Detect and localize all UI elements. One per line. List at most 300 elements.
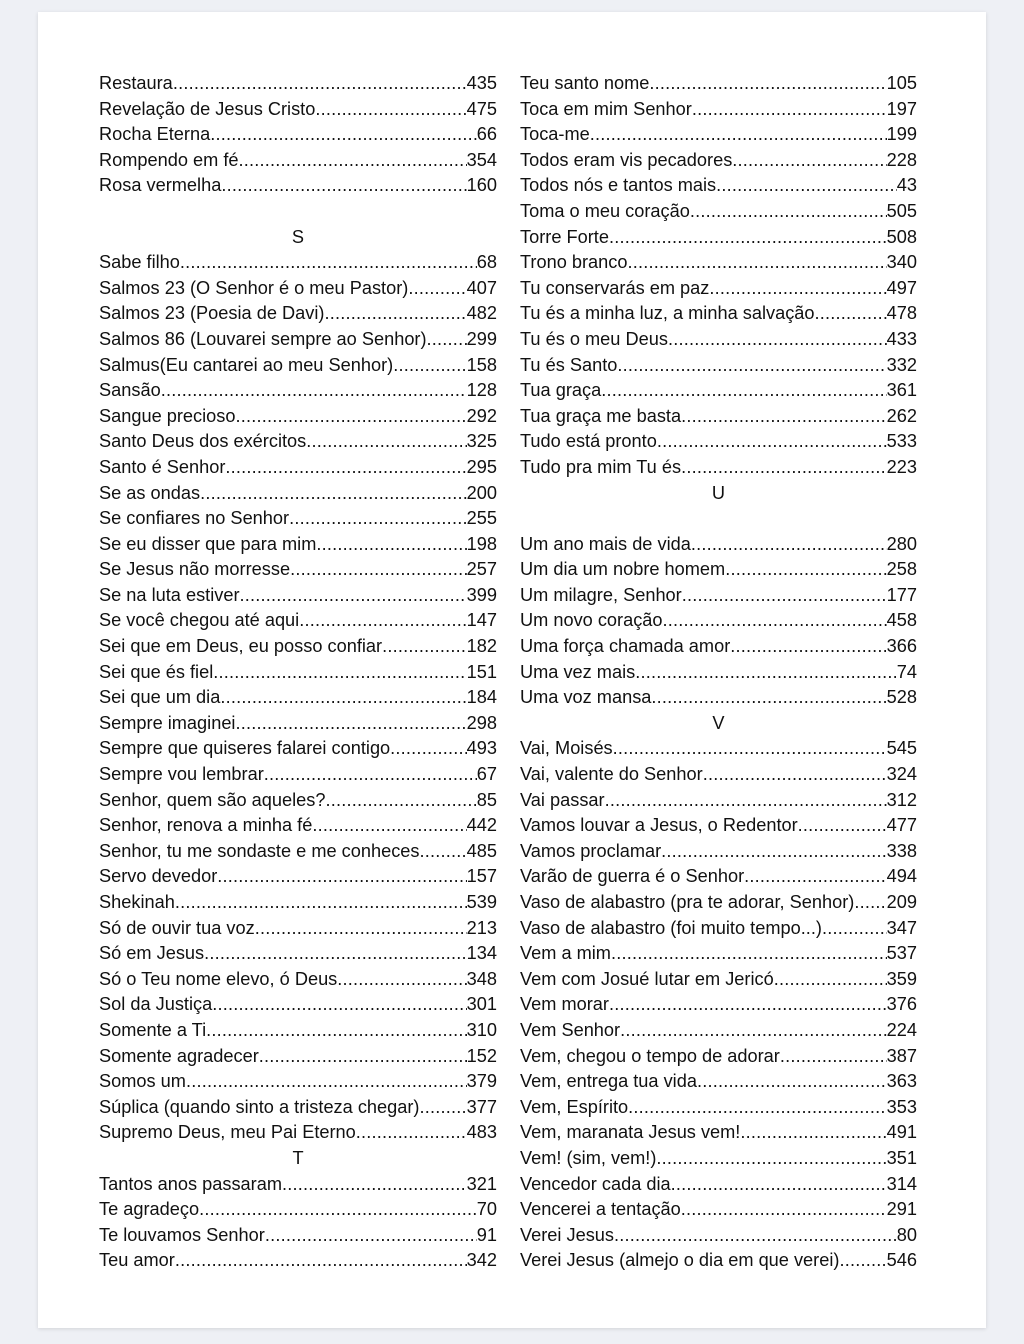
- index-entry: [520, 71, 917, 97]
- entry-page-number: 347: [886, 917, 917, 938]
- index-entry: [99, 1197, 497, 1223]
- dot-leader: [175, 890, 467, 916]
- entry-title: Tua graça: [520, 380, 602, 401]
- entry-page-number: 85: [476, 789, 497, 810]
- entry-title: Tantos anos passaram: [99, 1173, 282, 1194]
- index-entry: [520, 1248, 917, 1274]
- index-entry: [99, 71, 497, 97]
- entry-title: Tudo pra mim Tu és: [520, 456, 682, 477]
- dot-leader: [798, 813, 887, 839]
- index-entry: [520, 813, 917, 839]
- section-letter-header: U: [711, 482, 726, 503]
- entry-page-number: 128: [466, 380, 497, 401]
- dot-leader: [657, 429, 887, 455]
- entry-title: Servo devedor: [99, 866, 218, 887]
- entry-page-number: 366: [886, 636, 917, 657]
- entry-page-number: 325: [466, 431, 497, 452]
- dot-leader: [315, 97, 466, 123]
- index-entry: [99, 1095, 497, 1121]
- entry-page-number: 340: [886, 252, 917, 273]
- dot-leader: [609, 992, 887, 1018]
- section-letter-header: V: [712, 712, 725, 733]
- entry-title: Toca-me: [520, 124, 590, 145]
- index-entry: [520, 890, 917, 916]
- entry-page-number: 497: [886, 277, 917, 298]
- entry-page-number: 475: [466, 98, 497, 119]
- entry-page-number: 493: [466, 738, 497, 759]
- entry-title: Toma o meu coração: [520, 200, 690, 221]
- entry-title: Um milagre, Senhor: [520, 584, 682, 605]
- dot-leader: [709, 276, 886, 302]
- entry-page-number: 348: [466, 968, 497, 989]
- index-entry: [520, 429, 917, 455]
- index-entry: [99, 711, 497, 737]
- dot-leader: [225, 455, 466, 481]
- entry-page-number: 157: [466, 866, 497, 887]
- entry-page-number: 158: [466, 354, 497, 375]
- dot-leader: [220, 685, 466, 711]
- index-entry: [99, 941, 497, 967]
- entry-title: Vem, chegou o tempo de adorar: [520, 1045, 780, 1066]
- dot-leader: [390, 736, 466, 762]
- entry-title: Rompendo em fé: [99, 149, 239, 170]
- entry-title: Vai, Moisés: [520, 738, 613, 759]
- entry-page-number: 295: [466, 456, 497, 477]
- entry-title: Vamos louvar a Jesus, o Redentor: [520, 815, 798, 836]
- dot-leader: [617, 353, 886, 379]
- entry-page-number: 152: [466, 1045, 497, 1066]
- index-entry: [520, 583, 917, 609]
- entry-page-number: 91: [476, 1224, 497, 1245]
- entry-title: Vem! (sim, vem!): [520, 1147, 657, 1168]
- entry-page-number: 67: [476, 764, 497, 785]
- entry-title: Shekinah: [99, 892, 175, 912]
- index-entry: [520, 864, 917, 890]
- entry-page-number: 255: [466, 508, 497, 529]
- entry-title: Vem Senhor: [520, 1019, 621, 1040]
- index-entry: [99, 608, 497, 634]
- entry-title: Senhor, quem são aqueles?: [99, 789, 326, 810]
- index-entry: [99, 634, 497, 660]
- index-entry: [520, 199, 917, 225]
- entry-page-number: 262: [886, 405, 917, 426]
- entry-title: Só o Teu nome elevo, ó Deus: [99, 968, 338, 989]
- index-entry: [99, 532, 497, 558]
- dot-leader: [408, 276, 466, 302]
- dot-leader: [221, 173, 466, 199]
- dot-leader: [427, 327, 467, 353]
- index-entry: [99, 1044, 497, 1070]
- dot-leader: [774, 967, 887, 993]
- dot-leader: [839, 1248, 886, 1274]
- entry-title: Sei que um dia: [99, 687, 221, 708]
- entry-page-number: 184: [466, 687, 497, 708]
- entry-page-number: 134: [466, 943, 497, 964]
- dot-leader: [213, 660, 466, 686]
- entry-title: Verei Jesus: [520, 1224, 615, 1245]
- entry-title: Te agradeço: [99, 1199, 200, 1220]
- index-entry: [99, 685, 497, 711]
- entry-title: Restaura: [99, 73, 173, 93]
- entry-title: Santo Deus dos exércitos: [99, 431, 307, 452]
- entry-page-number: 361: [886, 380, 917, 401]
- index-entry: [520, 301, 917, 327]
- index-entry: [99, 1120, 497, 1146]
- index-entry: [99, 788, 497, 814]
- index-entry: [99, 378, 497, 404]
- dot-leader: [259, 1044, 467, 1070]
- entry-page-number: 257: [466, 559, 497, 580]
- entry-title: Salmos 23 (O Senhor é o meu Pastor): [99, 277, 409, 298]
- dot-leader: [663, 608, 887, 634]
- index-entry: [99, 1223, 497, 1249]
- entry-page-number: 332: [886, 354, 917, 375]
- entry-title: Vem a mim: [520, 943, 611, 964]
- index-entry: [99, 967, 497, 993]
- entry-title: Somente agradecer: [99, 1045, 259, 1066]
- entry-title: Senhor, renova a minha fé: [99, 815, 313, 836]
- dot-leader: [186, 1069, 467, 1095]
- entry-title: Torre Forte: [520, 226, 609, 247]
- entry-page-number: 66: [476, 124, 497, 145]
- entry-page-number: 342: [466, 1250, 497, 1271]
- dot-leader: [697, 1069, 887, 1095]
- entry-title: Rocha Eterna: [99, 124, 211, 145]
- dot-leader: [240, 583, 467, 609]
- index-entry: [520, 1044, 917, 1070]
- dot-leader: [613, 736, 887, 762]
- index-entry: [520, 839, 917, 865]
- index-entry: [99, 813, 497, 839]
- entry-title: Todos eram vis pecadores: [520, 149, 733, 170]
- index-entry: [520, 97, 917, 123]
- entry-title: Se eu disser que para mim: [99, 533, 317, 554]
- entry-title: Um novo coração: [520, 610, 663, 631]
- dot-leader: [326, 788, 477, 814]
- entry-page-number: 74: [896, 661, 917, 682]
- index-entry: [99, 276, 497, 302]
- dot-leader: [175, 1248, 467, 1274]
- entry-title: Teu amor: [99, 1250, 175, 1271]
- dot-leader: [180, 250, 477, 276]
- entry-page-number: 478: [886, 303, 917, 324]
- dot-leader: [290, 557, 467, 583]
- entry-page-number: 199: [886, 124, 917, 145]
- index-entry: [520, 353, 917, 379]
- entry-page-number: 351: [886, 1147, 917, 1168]
- dot-leader: [236, 404, 467, 430]
- entry-title: Se Jesus não morresse: [99, 559, 291, 580]
- entry-page-number: 338: [886, 840, 917, 861]
- index-entry: [99, 890, 497, 916]
- entry-title: Te louvamos Senhor: [99, 1224, 265, 1245]
- entry-page-number: 324: [886, 764, 917, 785]
- entry-title: Salmus(Eu cantarei ao meu Senhor): [99, 354, 394, 375]
- index-entry: [520, 685, 917, 711]
- entry-title: Vem, Espírito: [520, 1096, 629, 1117]
- entry-page-number: 280: [886, 533, 917, 554]
- index-entry: [99, 327, 497, 353]
- entry-title: Sol da Justiça: [99, 994, 213, 1015]
- entry-title: Toca em mim Senhor: [520, 98, 692, 119]
- entry-page-number: 70: [476, 1199, 497, 1220]
- index-entry: [99, 122, 497, 148]
- entry-title: Sempre vou lembrar: [99, 764, 264, 785]
- dot-leader: [299, 608, 466, 634]
- dot-leader: [239, 148, 467, 174]
- index-entry: [520, 762, 917, 788]
- dot-leader: [815, 301, 887, 327]
- index-entry: [99, 481, 497, 507]
- dot-leader: [609, 225, 887, 251]
- entry-title: Vem com Josué lutar em Jericó: [520, 968, 774, 989]
- entry-title: Um ano mais de vida: [520, 533, 691, 554]
- dot-leader: [217, 864, 466, 890]
- entry-page-number: 213: [466, 917, 497, 938]
- entry-page-number: 291: [886, 1199, 917, 1220]
- entry-title: Sansão: [99, 380, 161, 401]
- dot-leader: [289, 506, 467, 532]
- entry-title: Trono branco: [520, 252, 628, 273]
- index-entry: [99, 353, 497, 379]
- index-entry: [520, 225, 917, 251]
- dot-leader: [306, 429, 466, 455]
- entry-title: Tudo está pronto: [520, 431, 657, 452]
- dot-leader: [312, 813, 466, 839]
- entry-title: Salmos 86 (Louvarei sempre ao Senhor): [99, 328, 427, 349]
- entry-title: Tu és o meu Deus: [520, 328, 668, 349]
- entry-title: Uma força chamada amor: [520, 636, 731, 657]
- entry-title: Rosa vermelha: [99, 175, 222, 196]
- index-entry: [520, 404, 917, 430]
- dot-leader: [732, 148, 886, 174]
- index-entry: [520, 1172, 917, 1198]
- entry-page-number: 539: [466, 892, 497, 912]
- entry-page-number: 505: [886, 200, 917, 221]
- index-entry: [99, 429, 497, 455]
- entry-page-number: 458: [886, 610, 917, 631]
- entry-page-number: 363: [886, 1071, 917, 1092]
- entry-page-number: 312: [886, 789, 917, 810]
- dot-leader: [649, 71, 886, 97]
- entry-title: Uma vez mais: [520, 661, 636, 682]
- dot-leader: [199, 1197, 477, 1223]
- index-entry: [520, 1223, 917, 1249]
- entry-page-number: 151: [466, 661, 497, 682]
- entry-page-number: 354: [466, 149, 497, 170]
- entry-title: Teu santo nome: [520, 73, 650, 93]
- entry-title: Se as ondas: [99, 482, 201, 503]
- entry-page-number: 528: [886, 687, 917, 708]
- index-entry: [99, 1069, 497, 1095]
- entry-page-number: 483: [466, 1122, 497, 1143]
- dot-leader: [668, 327, 887, 353]
- entry-title: Supremo Deus, meu Pai Eterno: [99, 1122, 356, 1143]
- entry-page-number: 310: [466, 1019, 497, 1040]
- dot-leader: [661, 839, 886, 865]
- index-entry: [520, 1095, 917, 1121]
- entry-page-number: 298: [466, 712, 497, 733]
- blank-line: [99, 199, 497, 225]
- dot-leader: [206, 1018, 466, 1044]
- entry-page-number: 200: [466, 482, 497, 503]
- index-column-right: [520, 71, 917, 1274]
- entry-page-number: 80: [896, 1224, 917, 1245]
- entry-title: Súplica (quando sinto a tristeza chegar): [99, 1096, 420, 1117]
- entry-page-number: 177: [886, 584, 917, 605]
- index-entry: [99, 148, 497, 174]
- entry-title: Sei que em Deus, eu posso confiar: [99, 636, 383, 657]
- index-entry: [520, 378, 917, 404]
- index-entry: [520, 788, 917, 814]
- index-entry: [520, 455, 917, 481]
- entry-title: Vaso de alabastro (pra te adorar, Senhor): [520, 892, 855, 912]
- index-entry: [520, 941, 917, 967]
- index-entry: [99, 250, 497, 276]
- dot-leader: [740, 1120, 886, 1146]
- index-entry: [520, 276, 917, 302]
- entry-title: Vem morar: [520, 994, 609, 1015]
- index-entry: [99, 404, 497, 430]
- entry-title: Somos um: [99, 1071, 186, 1092]
- entry-title: Só em Jesus: [99, 943, 205, 964]
- section-letter-header: T: [292, 1147, 304, 1168]
- entry-page-number: 482: [466, 303, 497, 324]
- dot-leader: [316, 532, 466, 558]
- index-entry: [520, 122, 917, 148]
- dot-leader: [420, 839, 467, 865]
- entry-page-number: 359: [886, 968, 917, 989]
- entry-title: Sempre que quiseres falarei contigo: [99, 738, 391, 759]
- entry-page-number: 442: [466, 815, 497, 836]
- entry-page-number: 209: [886, 892, 917, 912]
- dot-leader: [651, 685, 886, 711]
- index-entry: [99, 301, 497, 327]
- entry-page-number: 292: [466, 405, 497, 426]
- dot-leader: [716, 173, 897, 199]
- entry-page-number: 537: [886, 943, 917, 964]
- entry-title: Se na luta estiver: [99, 584, 240, 605]
- entry-page-number: 435: [466, 73, 497, 93]
- entry-page-number: 494: [886, 866, 917, 887]
- entry-title: Varão de guerra é o Senhor: [520, 866, 745, 887]
- dot-leader: [620, 1018, 887, 1044]
- index-entry: [520, 992, 917, 1018]
- entry-page-number: 545: [886, 738, 917, 759]
- entry-page-number: 224: [886, 1019, 917, 1040]
- index-entry: [520, 532, 917, 558]
- dot-leader: [200, 481, 467, 507]
- entry-title: Sempre imaginei: [99, 712, 236, 733]
- entry-title: Vamos proclamar: [520, 840, 662, 861]
- index-entry: [99, 506, 497, 532]
- dot-leader: [173, 71, 467, 97]
- entry-page-number: 321: [466, 1173, 497, 1194]
- entry-page-number: 301: [466, 994, 497, 1015]
- index-entry: [520, 634, 917, 660]
- entry-page-number: 433: [886, 328, 917, 349]
- index-entry: [520, 557, 917, 583]
- entry-title: Vencedor cada dia: [520, 1173, 671, 1194]
- index-entry: [99, 97, 497, 123]
- dot-leader: [590, 122, 887, 148]
- dot-leader: [628, 1095, 886, 1121]
- index-entry: [99, 864, 497, 890]
- entry-page-number: 508: [886, 226, 917, 247]
- index-entry: [520, 660, 917, 686]
- dot-leader: [681, 1197, 887, 1223]
- entry-page-number: 258: [886, 559, 917, 580]
- entry-page-number: 533: [886, 431, 917, 452]
- index-entry: [520, 1146, 917, 1172]
- entry-page-number: 314: [886, 1173, 917, 1194]
- entry-title: Somente a Ti: [99, 1019, 207, 1040]
- entry-page-number: 198: [466, 533, 497, 554]
- dot-leader: [161, 378, 467, 404]
- index-entry: [99, 1018, 497, 1044]
- entry-page-number: 377: [466, 1096, 497, 1117]
- index-column-left: [99, 71, 497, 1274]
- dot-leader: [691, 532, 887, 558]
- index-entry: [99, 583, 497, 609]
- dot-leader: [681, 455, 887, 481]
- entry-title: Revelação de Jesus Cristo: [99, 98, 316, 119]
- entry-page-number: 491: [886, 1122, 917, 1143]
- entry-page-number: 399: [466, 584, 497, 605]
- dot-leader: [324, 301, 466, 327]
- entry-title: Santo é Senhor: [99, 456, 226, 477]
- entry-page-number: 299: [466, 328, 497, 349]
- entry-title: Uma voz mansa: [520, 687, 652, 708]
- dot-leader: [703, 762, 887, 788]
- index-entry: [99, 1248, 497, 1274]
- entry-title: Vaso de alabastro (foi muito tempo...): [520, 917, 822, 938]
- dot-leader: [601, 378, 886, 404]
- dot-leader: [393, 353, 466, 379]
- dot-leader: [210, 122, 477, 148]
- dot-leader: [682, 583, 887, 609]
- entry-page-number: 197: [886, 98, 917, 119]
- dot-leader: [656, 1146, 886, 1172]
- entry-title: Vai, valente do Senhor: [520, 764, 703, 785]
- dot-leader: [628, 250, 887, 276]
- index-entry: [520, 250, 917, 276]
- entry-title: Tu és Santo: [520, 354, 618, 375]
- index-entry: [99, 557, 497, 583]
- entry-title: Verei Jesus (almejo o dia em que verei): [520, 1250, 840, 1271]
- dot-leader: [264, 762, 477, 788]
- entry-title: Vencerei a tentação: [520, 1199, 681, 1220]
- dot-leader: [822, 916, 887, 942]
- entry-page-number: 160: [466, 175, 497, 196]
- dot-leader: [611, 941, 887, 967]
- index-entry: [520, 1120, 917, 1146]
- entry-title: Sabe filho: [99, 252, 180, 273]
- index-entry: [520, 967, 917, 993]
- entry-title: Senhor, tu me sondaste e me conheces: [99, 840, 420, 861]
- entry-page-number: 228: [886, 149, 917, 170]
- index-entry: [99, 992, 497, 1018]
- entry-title: Se você chegou até aqui: [99, 610, 300, 631]
- dot-leader: [419, 1095, 466, 1121]
- entry-title: Tua graça me basta: [520, 405, 682, 426]
- entry-title: Só de ouvir tua voz: [99, 917, 255, 938]
- entry-page-number: 147: [466, 610, 497, 631]
- dot-leader: [854, 890, 886, 916]
- entry-page-number: 68: [476, 252, 497, 273]
- index-entry: [99, 660, 497, 686]
- dot-leader: [605, 788, 887, 814]
